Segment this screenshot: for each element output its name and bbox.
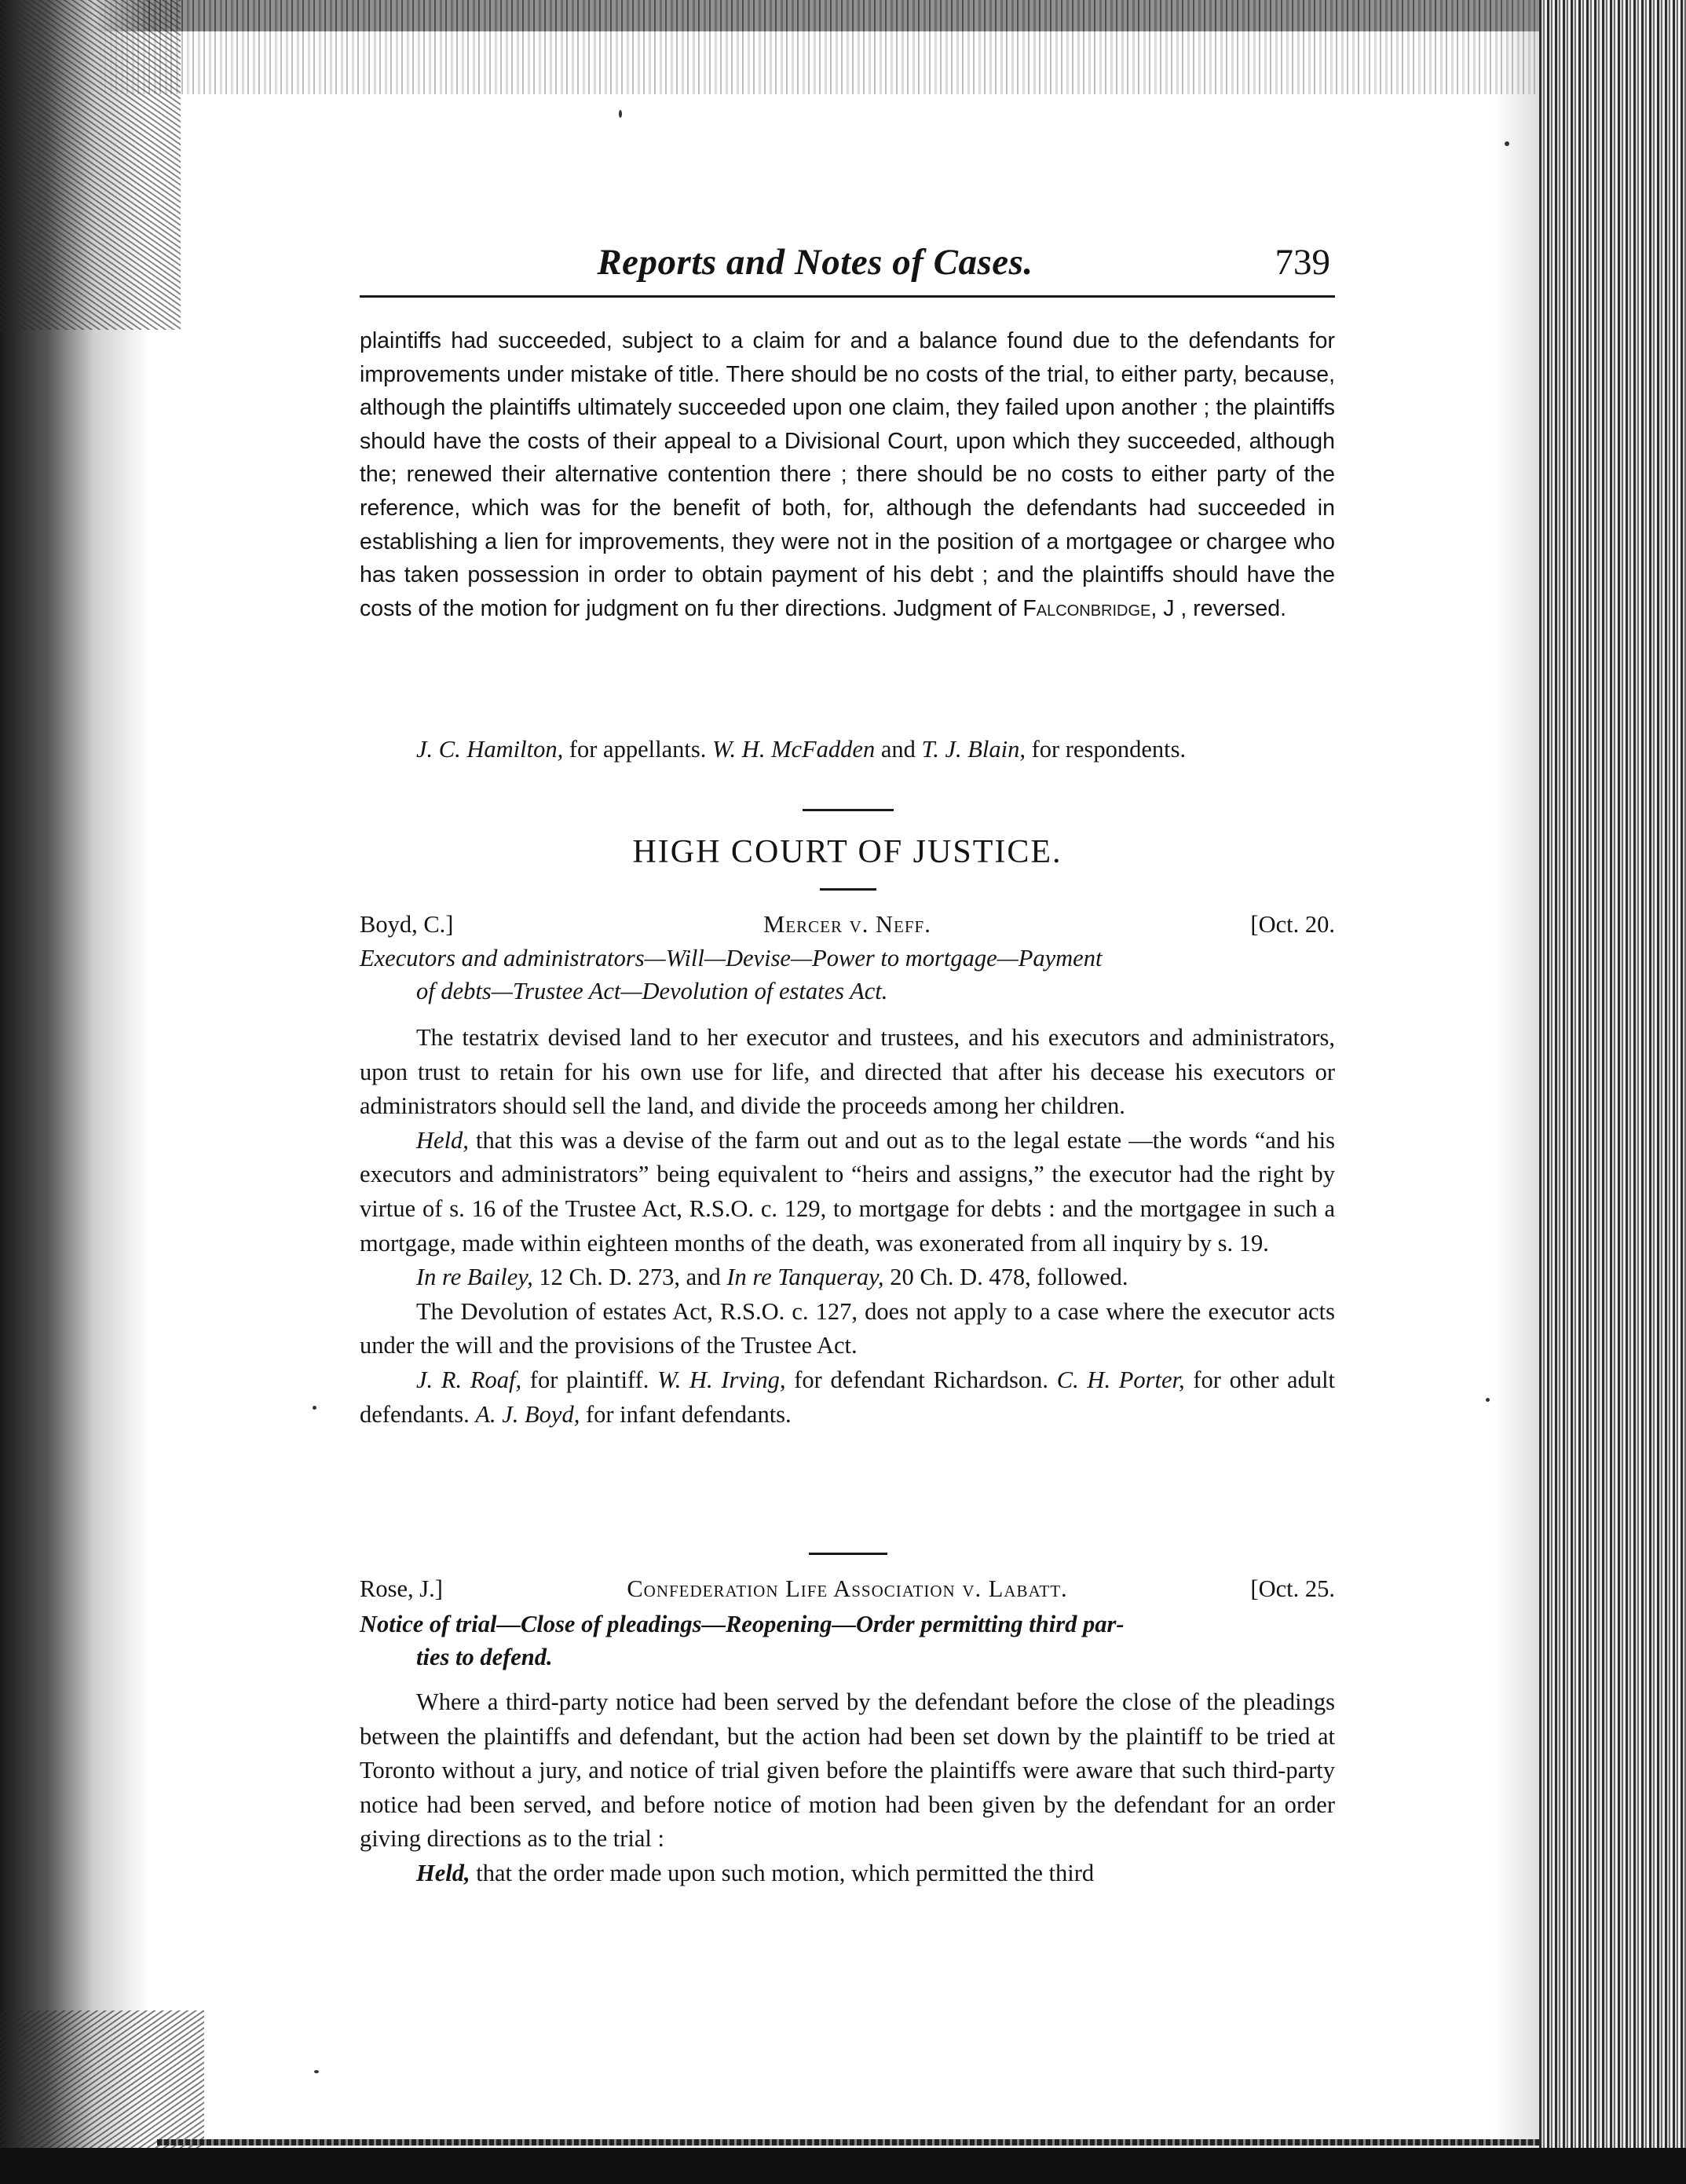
- mercer-held-label: Held,: [416, 1126, 469, 1154]
- scan-bottom-rule: [157, 2139, 1539, 2146]
- scan-speck: [1505, 141, 1509, 146]
- court-divider: [820, 888, 876, 891]
- scan-bottom-edge: [0, 2148, 1686, 2184]
- confederation-judge: Rose, J.]: [360, 1575, 443, 1602]
- respondent-counsel-2: T. J. Blain,: [921, 736, 1026, 763]
- mercer-case-heading: [360, 907, 1335, 942]
- confederation-catchwords-line-1: Notice of trial—Close of pleadings—Reopening—Order permitting third par-: [360, 1611, 1125, 1637]
- citation-in-re-tanqueray: In re Tanqueray,: [726, 1264, 884, 1291]
- respondent-role: for respondents.: [1025, 736, 1187, 763]
- appellant-role: for appellants.: [563, 736, 712, 763]
- court-heading: HIGH COURT OF JUSTICE.: [632, 834, 1062, 870]
- mercer-counsel-2: W. H. Irving,: [657, 1366, 786, 1393]
- mercer-counsel-4-role: for infant defendants.: [580, 1400, 792, 1428]
- scan-speck: [314, 2070, 319, 2073]
- mercer-catchwords-line-1: Executors and administrators—Will—Devise—Power to mortgage—Payment: [360, 945, 1103, 971]
- appellant-counsel: J. C. Hamilton,: [416, 736, 564, 763]
- mercer-counsel-1: J. R. Roaf,: [416, 1366, 522, 1393]
- citation-in-re-bailey: In re Bailey,: [416, 1264, 533, 1291]
- confederation-facts: Where a third-party notice had been served by the defendant before the close of the pleadings between the plaintiffs and defendant, but the action had been set down by the plaintiff to be tried at Toronto without a jury, and notice of trial given before the plaintiffs were aware that such third-party notice had been served, and before notice of motion had been given by the defendant for an order giving directions as to the trial :: [360, 1688, 1335, 1853]
- mercer-body: [360, 1021, 1335, 1432]
- case-divider: [809, 1553, 887, 1555]
- confederation-catchwords: [360, 1608, 1335, 1674]
- confederation-date: [Oct. 25.: [1250, 1575, 1335, 1602]
- confederation-held-label: Held,: [416, 1859, 470, 1886]
- mercer-counsel-4: A. J. Boyd,: [475, 1400, 580, 1428]
- mercer-counsel-3-role: for other adult defendants.: [360, 1366, 1336, 1428]
- appeal-case-text: [360, 324, 1335, 625]
- respondent-counsel-1: W. H. McFadden: [711, 736, 876, 763]
- confederation-case-name: Confederation Life Association v. Labatt.: [627, 1575, 1068, 1602]
- scan-right-edge: [1539, 0, 1686, 2184]
- mercer-counsel: [360, 1363, 1335, 1432]
- citation-bailey-ref: 12 Ch. D. 273, and: [532, 1264, 727, 1291]
- mercer-date: [Oct. 20.: [1250, 911, 1335, 938]
- confederation-catchwords-line-2: ties to defend.: [416, 1644, 553, 1670]
- mercer-devolution: The Devolution of estates Act, R.S.O. c. 127, does not apply to a case where the executor acts under the will and the provisions of the Trustee Act.: [360, 1297, 1335, 1359]
- mercer-held: [360, 1124, 1335, 1260]
- counsel-and: and: [875, 736, 922, 763]
- mercer-counsel-2-role: for defendant Richardson.: [785, 1366, 1057, 1393]
- scan-top-edge: [0, 0, 1686, 94]
- page-number: 739: [1275, 242, 1330, 283]
- mercer-counsel-1-role: for plaintiff.: [521, 1366, 658, 1393]
- scan-speck: [313, 1406, 316, 1410]
- scan-speck: [1486, 1398, 1490, 1402]
- mercer-catchwords-line-2: of debts—Trustee Act—Devolution of estates Act.: [416, 978, 888, 1004]
- confederation-body: [360, 1685, 1335, 1891]
- appeal-case-body: plaintiffs had succeeded, subject to a claim for and a balance found due to the defendants for improvements under mistake of title. There should be no costs of the trial, to either party, because, although the plaintiffs ultimately succeeded upon one claim, they failed upon another ; the plaintiffs should have the costs of their appeal to a Divisional Court, upon which they succeeded, although the; renewed their alternative contention there ; there should be no costs to either party of the reference, which was for the benefit of both, for, although the defendants had succeeded in establishing a lien for improvements, they were not in the position of a mortgagee or chargee who has taken possession in order to obtain payment of his debt ; and the plaintiffs should have the costs of the motion for judgment on fu ther directions. Judgment of: [360, 328, 1335, 621]
- mercer-case-name: Mercer v. Neff.: [763, 911, 931, 938]
- mercer-counsel-3: C. H. Porter,: [1056, 1366, 1185, 1393]
- section-divider: [803, 809, 894, 811]
- citation-tanqueray-ref: 20 Ch. D. 478, followed.: [883, 1264, 1128, 1291]
- running-title: Reports and Notes of Cases.: [597, 242, 1033, 283]
- mercer-citations: [360, 1260, 1335, 1295]
- confederation-case-heading: [360, 1571, 1335, 1606]
- appeal-case-continuation: [360, 324, 1335, 625]
- confederation-held: [360, 1857, 1335, 1891]
- judgment-judge: Falconbridge: [1022, 595, 1151, 621]
- appeal-counsel: [360, 733, 1335, 767]
- mercer-judge: Boyd, C.]: [360, 911, 454, 938]
- running-header: [360, 234, 1335, 298]
- judgment-tail: , J , reversed.: [1150, 595, 1287, 621]
- scan-speck: [619, 110, 622, 118]
- confederation-held-text: that the order made upon such motion, which permitted the third: [470, 1859, 1095, 1886]
- mercer-facts: The testatrix devised land to her executor and trustees, and his executors and administrators, upon trust to retain for his own use for life, and directed that after his decease his executors or administrators should sell the land, and divide the proceeds among her children.: [360, 1024, 1335, 1120]
- mercer-held-text: that this was a devise of the farm out and out as to the legal estate —the words “and his executors and administrators” being equivalent to “heirs and assigns,” the executor had the right by virtue of s. 16 of the Trustee Act, R.S.O. c. 129, to mortgage for debts : and the mortgagee in such a mortgage, made within eighteen months of the death, was exonerated from all inquiry by s. 19.: [360, 1126, 1335, 1257]
- mercer-catchwords: [360, 942, 1335, 1008]
- scan-left-speckle-top: [0, 0, 181, 330]
